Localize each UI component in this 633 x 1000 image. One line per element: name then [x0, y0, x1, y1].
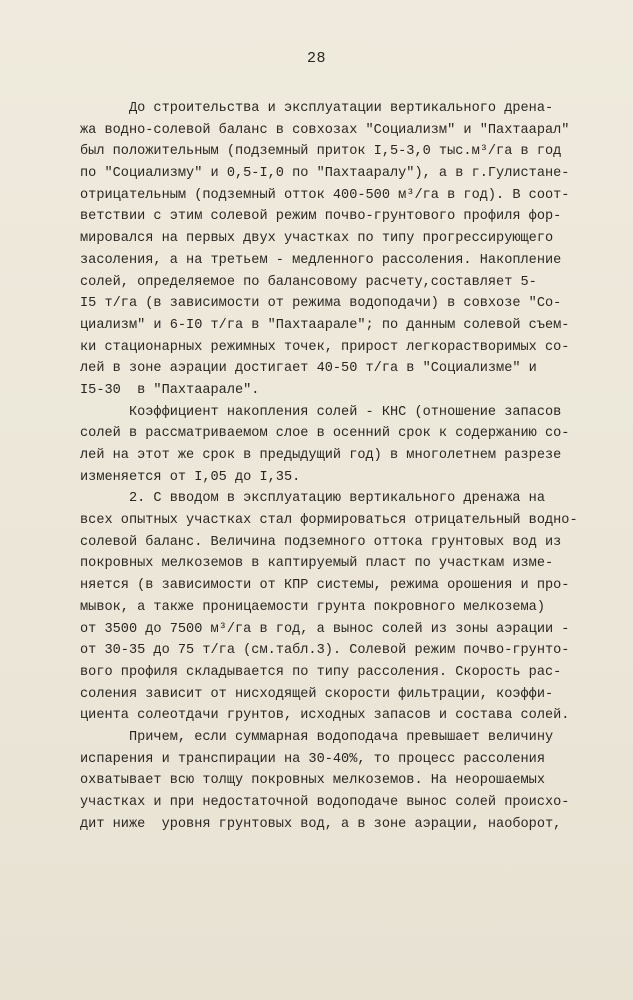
text-line: мывок, а также проницаемости грунта покровного мелкозема)	[80, 599, 545, 615]
text-line: циента солеотдачи грунтов, исходных запасов и состава солей.	[80, 708, 570, 724]
text-line: I5 т/га (в зависимости от режима водоподачи) в совхозе "Со-	[80, 296, 562, 312]
text-line: от 3500 до 7500 м³/га в год, а вынос солей из зоны аэрации -	[80, 621, 570, 637]
text-line: участках и при недостаточной водоподаче вынос солей происхо-	[80, 795, 570, 810]
text-line: солей в рассматриваемом слое в осенний срок к содержанию со-	[80, 426, 570, 442]
text-line: няется (в зависимости от КПР системы, режима орошения и про-	[80, 578, 570, 594]
text-line: Причем, если суммарная водоподача превышает величину	[80, 729, 554, 745]
text-line: лей в зоне аэрации достигает 40-50 т/га в "Социализме" и	[80, 361, 537, 377]
text-line: испарения и транспирации на 30-40%, то процесс рассоления	[80, 751, 545, 767]
page-number: 28	[306, 50, 326, 67]
text-line: покровных мелкоземов в каптируемый пласт по участкам изме-	[80, 556, 554, 572]
text-line: 2. С вводом в эксплуатацию вертикального дренажа на	[80, 491, 545, 507]
text-line: был положительным (подземный приток I,5-3,0 тыс.м³/га в год	[80, 144, 562, 160]
text-line: всех опытных участках стал формироваться отрицательный водно-	[80, 513, 578, 529]
text-line: солей, определяемое по балансовому расчету,составляет 5-	[80, 274, 537, 290]
text-line: по "Социализму" и 0,5-I,0 по "Пахтааралу"), а в г.Гулистане-	[80, 166, 570, 182]
text-line: засоления, а на третьем - медленного рассоления. Накопление	[80, 252, 562, 268]
text-line: вого профиля складывается по типу рассоления. Скорость рас-	[80, 664, 562, 680]
body-text	[80, 98, 600, 835]
text-line: солевой баланс. Величина подземного оттока грунтовых вод из	[80, 534, 562, 550]
text-line: До строительства и эксплуатации вертикального дрена-	[80, 101, 554, 116]
text-line: Коэффициент накопления солей - КНС (отношение запасов	[80, 404, 562, 420]
text-line: охватывает всю толщу покровных мелкоземов. На неорошаемых	[80, 773, 545, 789]
text-line: от 30-35 до 75 т/га (см.табл.3). Солевой режим почво-грунто-	[80, 643, 570, 659]
text-line: изменяется от I,05 до I,35.	[80, 469, 301, 485]
text-line: I5-30 в "Пахтаарале".	[80, 382, 260, 398]
text-line: лей на этот же срок в предыдущий год) в многолетнем разрезе	[80, 448, 562, 463]
text-line: циализм" и 6-I0 т/га в "Пахтаарале"; по данным солевой съем-	[80, 317, 570, 333]
text-line: отрицательным (подземный отток 400-500 м³/га в год). В соот-	[80, 187, 570, 203]
text-line: ки стационарных режимных точек, прирост легкорастворимых со-	[80, 339, 570, 355]
text-line: соления зависит от нисходящей скорости фильтрации, коэффи-	[80, 686, 554, 702]
text-line: мировался на первых двух участках по типу прогрессирующего	[80, 231, 554, 247]
text-line: жа водно-солевой баланс в совхозах "Социализм" и "Пахтаарал"	[80, 122, 570, 138]
text-line: дит ниже уровня грунтовых вод, а в зоне аэрации, наоборот,	[80, 816, 562, 832]
text-line: ветствии с этим солевой режим почво-грунтового профиля фор-	[80, 209, 562, 225]
